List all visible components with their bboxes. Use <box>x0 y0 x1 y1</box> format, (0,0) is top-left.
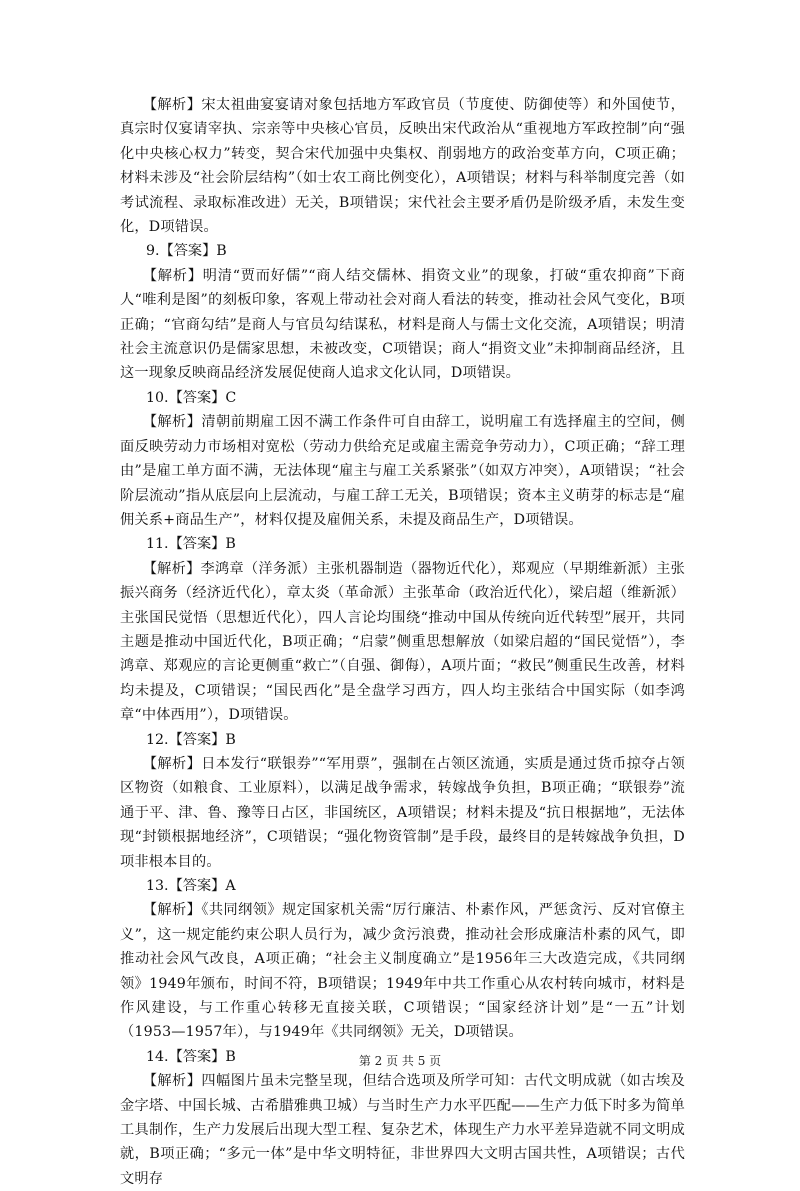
analysis-paragraph: 【解析】四幅图片虽未完整呈现，但结合选项及所学可知：古代文明成就（如古埃及金字塔、中国长城、古希腊雅典卫城）与当时生产力水平匹配——生产力低下时多为简单工具制作，生产力发展后出现大型工程、复杂艺术，体现生产力水平差异造就不同文明成就，B项正确；“多元一体”是中华文明特征，非世界四大文明古国共性，A项错误；古代文明存 <box>120 1073 685 1187</box>
answer-line: 11.【答案】B <box>146 536 236 553</box>
answer-line: 14.【答案】B <box>146 1048 236 1065</box>
analysis-paragraph: 【解析】《共同纲领》规定国家机关需“厉行廉洁、朴素作风，严惩贪污、反对官僚主义”，这一规定能约束公职人员行为，减少贪污浪费，推动社会形成廉洁朴素的风气，即推动社会风气改良，A项正确；“社会主义制度确立”是1956年三大改造完成，《共同纲领》1949年颁布，时间不符，B项错误；1949年中共工作重心从农村转向城市，材料是作风建设，与工作重心转移无直接关联，C项错误；“国家经济计划”是“一五”计划（1953—1957年），与1949年《共同纲领》无关，D项错误。 <box>120 902 685 1041</box>
analysis-paragraph: 【解析】明清“贾而好儒”“商人结交儒林、捐资文业”的现象，打破“重农抑商”下商人“唯利是图”的刻板印象，客观上带动社会对商人看法的转变，推动社会风气变化，B项正确；“官商勾结”是商人与官员勾结谋私，材料是商人与儒士文化交流，A项错误；明清社会主流意识仍是儒家思想，未被改变，C项错误；商人“捐资文业”未抑制商品经济，且这一现象反映商品经济发展促使商人追求文化认同，D项错误。 <box>120 267 685 382</box>
analysis-paragraph: 【解析】清朝前期雇工因不满工作条件可自由辞工，说明雇工有选择雇主的空间，侧面反映劳动力市场相对宽松（劳动力供给充足或雇主需竞争劳动力），C项正确；“辞工理由”是雇工单方面不满，无法体现“雇主与雇工关系紧张”（如双方冲突），A项错误；“社会阶层流动”指从底层向上层流动，与雇工辞工无关，B项错误；资本主义萌芽的标志是“雇佣关系+商品生产”，材料仅提及雇佣关系，未提及商品生产，D项错误。 <box>120 414 685 528</box>
document-body <box>120 93 685 1191</box>
answer-line: 13.【答案】A <box>146 878 236 894</box>
answer-line: 9.【答案】B <box>146 243 227 260</box>
analysis-paragraph: 【解析】宋太祖曲宴宴请对象包括地方军政官员（节度使、防御使等）和外国使节，真宗时仅宴请宰执、宗亲等中央核心官员，反映出宋代政治从“重视地方军政控制”向“强化中央核心权力”转变，契合宋代加强中央集权、削弱地方的政治变革方向，C项正确；材料未涉及“社会阶层结构”（如士农工商比例变化），A项错误；材料与科举制度完善（如考试流程、录取标准改进）无关，B项错误；宋代社会主要矛盾仍是阶级矛盾，未发生变化，D项错误。 <box>120 97 685 236</box>
page-footer: 第 2 页 共 5 页 <box>358 1054 442 1068</box>
analysis-paragraph: 【解析】李鸿章（洋务派）主张机器制造（器物近代化），郑观应（早期维新派）主张振兴商务（经济近代化），章太炎（革命派）主张革命（政治近代化），梁启超（维新派）主张国民觉悟（思想近代化），四人言论均围绕“推动中国从传统向近代转型”展开，共同主题是推动中国近代化，B项正确；“启蒙”侧重思想解放（如梁启超的“国民觉悟”），李鸿章、郑观应的言论更侧重“救亡”（自强、御侮），A项片面；“救民”侧重民生改善，材料均未提及，C项错误；“国民西化”是全盘学习西方，四人均主张结合中国实际（如李鸿章“中体西用”），D项错误。 <box>120 560 685 724</box>
analysis-paragraph: 【解析】日本发行“联银券”“军用票”，强制在占领区流通，实质是通过货币掠夺占领区物资（如粮食、工业原料），以满足战争需求，转嫁战争负担，B项正确；“联银券”流通于平、津、鲁、豫等日占区，非国统区，A项错误；材料未提及“抗日根据地”，无法体现“封锁根据地经济”，C项错误；“强化物资管制”是手段，最终目的是转嫁战争负担，D项非根本目的。 <box>120 755 685 870</box>
answer-line: 10.【答案】C <box>146 389 237 406</box>
answer-line: 12.【答案】B <box>146 731 236 748</box>
